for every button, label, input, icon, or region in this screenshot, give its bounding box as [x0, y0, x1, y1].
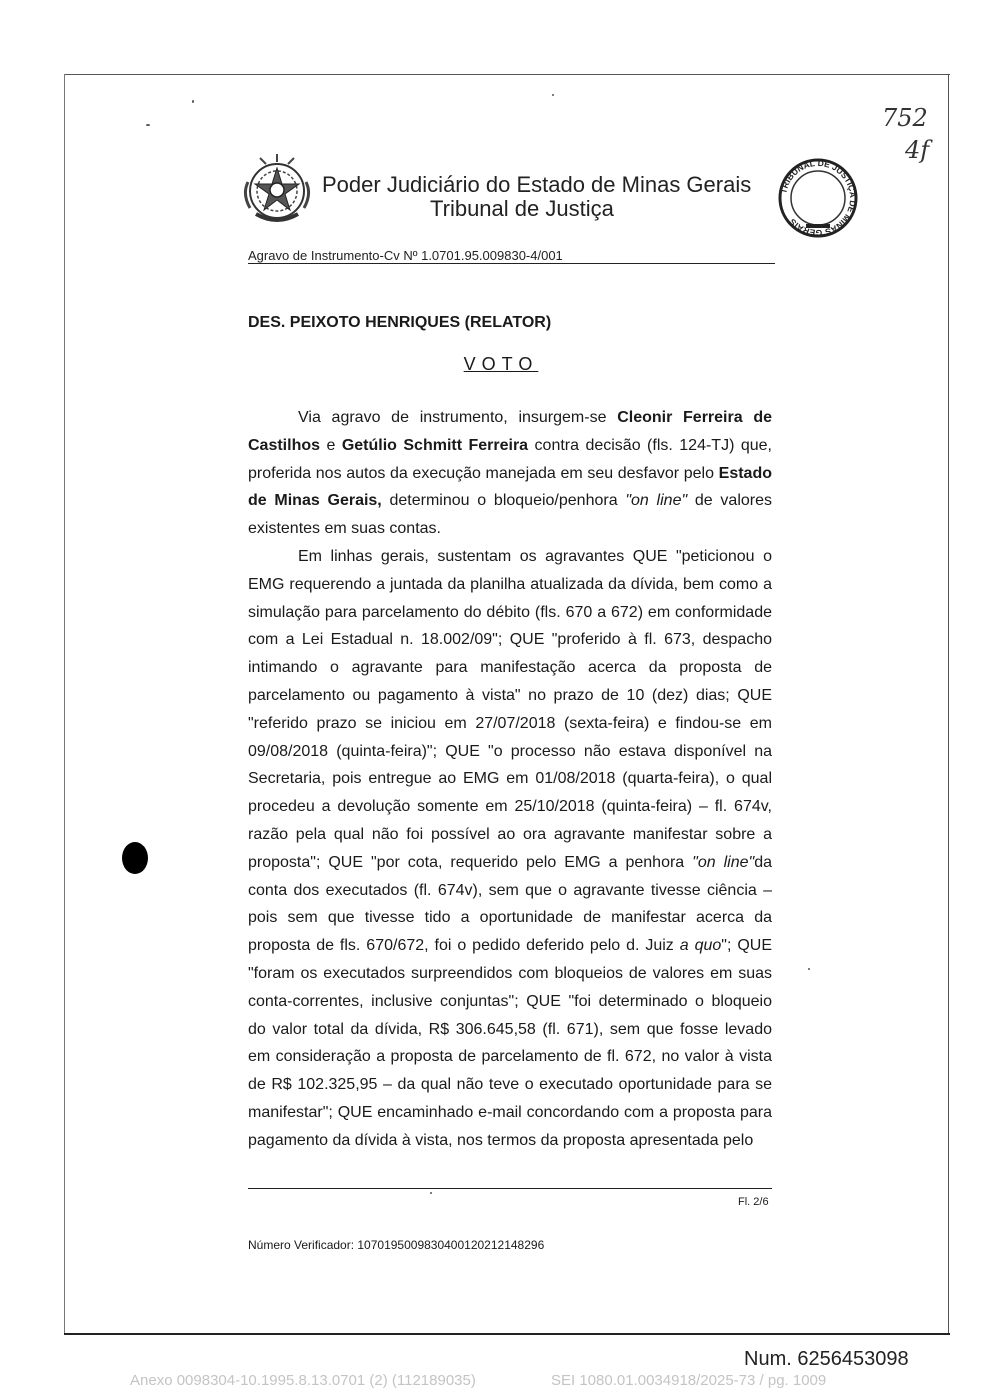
annex-reference: Anexo 0098304-10.1995.8.13.0701 (2) (112189035) — [130, 1372, 476, 1389]
handwritten-mark: 4f — [905, 136, 930, 164]
paragraph-2: Em linhas gerais, sustentam os agravantes QUE "peticionou o EMG requerendo a juntada da planilha atualizada da dívida, bem como a simulação para parcelamento do débito (fls. 670 a 672) em conformidade com a Lei Estadual n. 18.002/09"; QUE "proferido à fl. 673, despacho intimando o agravante para manifestação acerca da proposta de parcelamento ou pagamento à vista" no prazo de 10 (dez) dias; QUE "referido prazo se iniciou em 27/07/2018 (sexta-feira) e findou-se em 09/08/2018 (quinta-feira)"; QUE "o processo não estava disponível na Secretaria, pois entregue ao EMG em 01/08/2018 (quarta-feira), o qual procedeu a devolução somente em 25/10/2018 (quinta-feira) – fl. 674v, razão pela qual não foi possível ao ora agravante manifestar sobre a proposta"; QUE "por cota, requerido pelo EMG a penhora "on line"da conta dos executados (fl. 674v), sem que o agravante tivesse ciência – pois sem que tivesse tido a oportunidade de manifestar acerca da proposta de fls. 670/672, foi o pedido deferido pelo d. Juiz a quo"; QUE "foram os executados surpreendidos com bloqueios de valores em suas conta-correntes, inclusive conjuntas"; QUE "foi determinado o bloqueio do valor total da dívida, R$ 306.645,58 (fl. 671), sem que fosse levado em consideração a proposta de parcelamento de fl. 672, no valor à vista de R$ 102.325,95 – da qual não teve o executado oportunidade para se manifestar"; QUE encaminhado e-mail concordando com a proposta para pagamento da dívida à vista, nos termos da proposta apresentada pelo — [248, 547, 772, 1149]
case-reference: Agravo de Instrumento-Cv Nº 1.0701.95.009830-4/001 — [248, 248, 563, 263]
scan-ink-blot — [122, 842, 148, 874]
sei-reference: SEI 1080.01.0034918/2025-73 / pg. 1009 — [551, 1372, 827, 1389]
coat-of-arms-icon — [238, 152, 316, 230]
page-border-left — [64, 74, 65, 1334]
section-title: VOTO — [463, 354, 539, 374]
document-number: Num. 6256453098 — [744, 1348, 909, 1370]
court-name: Poder Judiciário do Estado de Minas Gerais — [322, 172, 752, 197]
verification-number: Número Verificador: 1070195009830400120212148296 — [248, 1238, 545, 1252]
page-border-top — [64, 74, 950, 75]
scan-speck — [430, 1192, 432, 1194]
page-number: Fl. 2/6 — [738, 1196, 769, 1208]
scan-speck — [552, 94, 554, 96]
paragraph-1: Via agravo de instrumento, insurgem-se Cleonir Ferreira de Castilhos e Getúlio Schmitt Ferreira contra decisão (fls. 124-TJ) que, proferida nos autos da execução manejada em seu desfavor pelo Estado de Minas Gerais, determinou o bloqueio/penhora "on line" de valores existentes em suas contas. — [248, 409, 773, 538]
page-border-right — [948, 74, 949, 1334]
scan-speck — [808, 968, 810, 970]
court-subtitle: Tribunal de Justiça — [430, 196, 614, 221]
footer-divider — [248, 1188, 772, 1189]
tribunal-seal-icon — [776, 156, 860, 240]
document-body — [248, 404, 772, 1155]
header-divider — [248, 263, 775, 264]
judge-heading: DES. PEIXOTO HENRIQUES (RELATOR) — [248, 314, 552, 331]
seal-text: TRIBUNAL DE JUSTIÇA DE MINAS GERAIS — [778, 157, 859, 239]
scan-speck — [192, 100, 194, 103]
handwritten-page-number: 752 — [882, 104, 928, 132]
page-border-bottom — [64, 1333, 950, 1335]
scan-speck — [146, 124, 150, 126]
